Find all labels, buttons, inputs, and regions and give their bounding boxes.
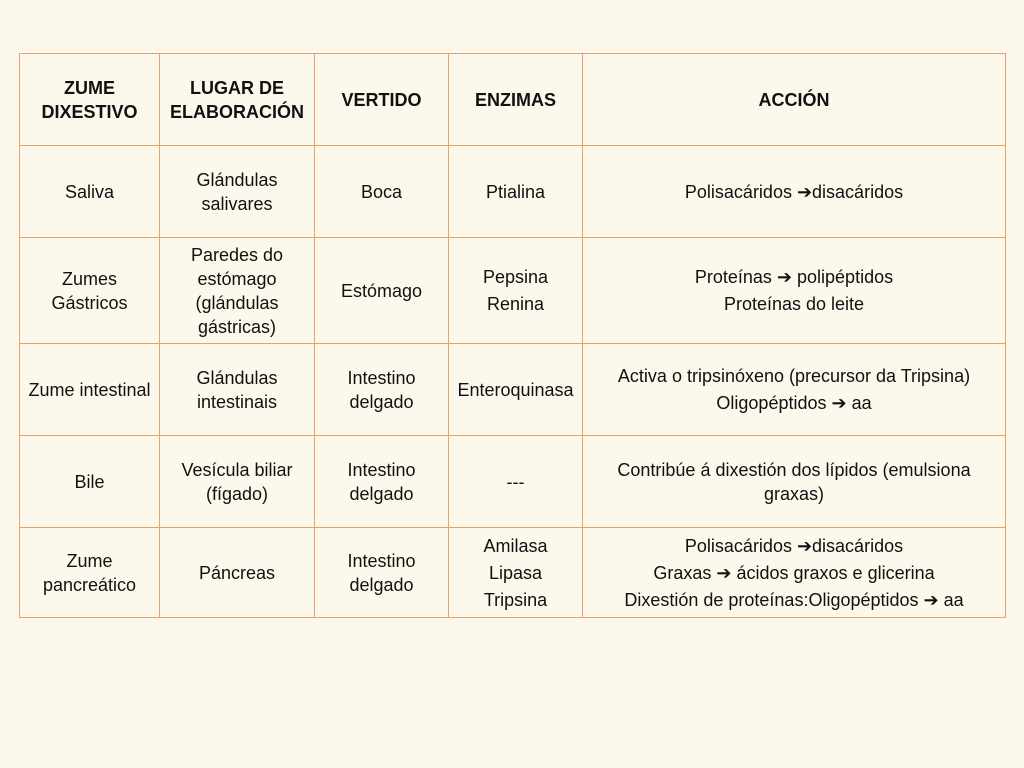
production-place: Páncreas xyxy=(160,528,315,618)
action-cell xyxy=(583,436,1006,528)
enzyme-cell xyxy=(449,436,583,528)
header-action: ACCIÓN xyxy=(583,54,1006,146)
production-place: Glándulas salivares xyxy=(160,146,315,238)
action-cell xyxy=(583,146,1006,238)
production-place: Paredes do estómago (glándulas gástricas) xyxy=(160,238,315,344)
outlet-location: Boca xyxy=(315,146,449,238)
juice-name: Saliva xyxy=(20,146,160,238)
action-text: Polisacáridos ➔disacáridos xyxy=(684,535,904,556)
enzyme-name: Lipasa xyxy=(488,562,543,583)
enzyme-name: Enteroquinasa xyxy=(457,379,574,400)
action-text: Graxas ➔ ácidos graxos e glicerina xyxy=(653,562,935,583)
action-cell xyxy=(583,238,1006,344)
enzyme-name: --- xyxy=(506,471,525,492)
production-place: Glándulas intestinais xyxy=(160,344,315,436)
enzyme-cell xyxy=(449,528,583,618)
production-place: Vesícula biliar (fígado) xyxy=(160,436,315,528)
table-row xyxy=(20,528,1006,618)
outlet-location: Estómago xyxy=(315,238,449,344)
enzyme-name: Ptialina xyxy=(485,181,546,202)
enzyme-cell xyxy=(449,344,583,436)
action-text: Proteínas do leite xyxy=(723,294,865,314)
juice-name: Bile xyxy=(20,436,160,528)
outlet-location: Intestino delgado xyxy=(315,528,449,618)
table-row xyxy=(20,436,1006,528)
enzyme-cell xyxy=(449,146,583,238)
table-header-row xyxy=(20,54,1006,146)
header-outlet: VERTIDO xyxy=(315,54,449,146)
outlet-location: Intestino delgado xyxy=(315,344,449,436)
header-enzymes: ENZIMAS xyxy=(449,54,583,146)
action-text: Proteínas ➔ polipéptidos xyxy=(694,267,894,287)
table-row xyxy=(20,238,1006,344)
outlet-location: Intestino delgado xyxy=(315,436,449,528)
action-text: Activa o tripsinóxeno (precursor da Tripsina) xyxy=(617,366,971,386)
enzyme-name: Renina xyxy=(486,294,545,314)
action-cell xyxy=(583,344,1006,436)
action-cell xyxy=(583,528,1006,618)
action-text: Dixestión de proteínas:Oligopéptidos ➔ aa xyxy=(624,589,964,610)
table-row xyxy=(20,146,1006,238)
enzyme-name: Pepsina xyxy=(482,267,549,287)
juice-name: Zumes Gástricos xyxy=(20,238,160,344)
juice-name: Zume intestinal xyxy=(20,344,160,436)
digestive-juices-table xyxy=(19,53,1006,618)
header-place: LUGAR DE ELABORACIÓN xyxy=(160,54,315,146)
enzyme-name: Tripsina xyxy=(483,589,548,610)
action-text: Polisacáridos ➔disacáridos xyxy=(684,181,904,202)
juice-name: Zume pancreático xyxy=(20,528,160,618)
table-row xyxy=(20,344,1006,436)
action-text: Oligopéptidos ➔ aa xyxy=(716,393,872,413)
enzyme-name: Amilasa xyxy=(483,535,548,556)
enzyme-cell xyxy=(449,238,583,344)
header-juice: ZUME DIXESTIVO xyxy=(20,54,160,146)
action-text: Contribúe á dixestión dos lípidos (emulsiona graxas) xyxy=(617,459,971,504)
